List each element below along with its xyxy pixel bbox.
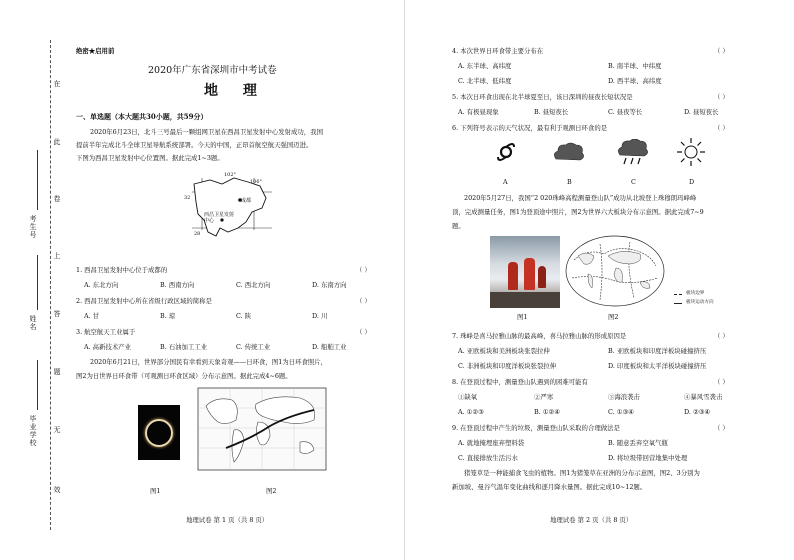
question-stem: 7. 珠峰是喜马拉雅山脉的最高峰，喜马拉雅山脉的形成原因是 xyxy=(452,332,627,340)
option: ④暴风雪袭击 xyxy=(684,393,723,401)
page-title: 2020年广东省深圳市中考试卷 xyxy=(148,65,277,76)
intro-line: 猪笼草是一种能捕食飞虫的植物。图1为猪笼草在亚洲的分布示意图，图2、3分别为 xyxy=(464,469,700,477)
option: C. 直接排放生活污水 xyxy=(458,454,518,462)
question-stem: 9. 在登顶过程中产生的垃圾，测量登山队采取的合理做法是 xyxy=(452,424,620,432)
option: C. 非洲板块和印度洋板块张裂拉伸 xyxy=(458,362,557,370)
map-lon-label: 102° xyxy=(224,172,237,178)
binding-char: 无 xyxy=(53,426,61,434)
option: A. 东半球、高纬度 xyxy=(458,62,512,70)
climber-figure xyxy=(508,262,518,290)
option: ③海浪袭击 xyxy=(608,393,640,401)
option: B. ①②④ xyxy=(534,408,560,416)
intro-line: 下图为西昌卫星发射中心位置图。据此完成1~3题。 xyxy=(76,154,224,162)
intro-line: 图2为日世界日环食带（可观测日环食区域）分布示意图。据此完成4~6题。 xyxy=(76,372,292,380)
label-school: 毕业学校 xyxy=(29,415,37,447)
option: B. 琼 xyxy=(160,312,176,320)
icon-label: C xyxy=(631,178,636,186)
intro-line: 2020年6月21日，世界部分国民有幸看到天象奇观——日环食，图1为日环食照片， xyxy=(90,358,328,366)
binding-char: 答 xyxy=(53,310,61,318)
rock-foreground xyxy=(490,292,560,308)
option: B. 昼短夜长 xyxy=(534,108,569,116)
intro-line: 新加坡、曼谷气温年变化曲线和逐月降水量图。据此完成10~12题。 xyxy=(452,483,647,491)
figure-caption: 图2 xyxy=(266,487,277,495)
intro-line: 2020年6月23日，北斗三号最后一颗组网卫星在西昌卫星发射中心发射成功，我国 xyxy=(90,128,323,136)
option: A. 就地掩埋座弃塑料袋 xyxy=(458,439,525,447)
plate-boundary-map xyxy=(564,234,666,308)
option: C. 西北方向 xyxy=(236,281,271,289)
legend-arrow-swatch xyxy=(674,303,682,304)
question-stem: 2. 西昌卫星发射中心所在省级行政区域的简称是 xyxy=(76,297,212,305)
sunny-icon xyxy=(676,137,706,167)
option: A. 亚欧板块和美洲板块张裂拉伸 xyxy=(458,347,550,355)
option: D. 将垃圾带回营地集中处理 xyxy=(608,454,688,462)
rain-cloud-icon xyxy=(616,139,650,167)
option: ①缺氧 xyxy=(458,393,478,401)
page-footer: 地理试卷 第 2 页（共 8 页） xyxy=(550,516,633,524)
option: D. 西半球、高纬度 xyxy=(608,77,662,85)
field-line xyxy=(37,255,38,310)
eclipse-ring xyxy=(145,419,173,447)
annular-eclipse-path-map xyxy=(196,386,330,474)
option: B. 亚欧板块和印度洋板块碰撞挤压 xyxy=(608,347,707,355)
answer-paren: （ ） xyxy=(356,297,371,305)
legend-boundary-swatch xyxy=(674,294,682,295)
option: A. 高新技术产业 xyxy=(84,343,132,351)
map-lat-label: 32 xyxy=(184,195,191,201)
figure-caption: 图2 xyxy=(608,313,619,321)
answer-paren: （ ） xyxy=(356,266,371,274)
eclipse-photo xyxy=(138,405,180,460)
page-divider xyxy=(404,0,405,560)
option: B. 石油加工工业 xyxy=(160,343,208,351)
answer-paren: （ ） xyxy=(714,378,729,386)
page-footer: 地理试卷 第 1 页（共 8 页） xyxy=(186,516,269,524)
intro-line: 提前半年完成北斗全球卫星导航系统部署。今天的中国，正昂首航空航天强国迈进。 xyxy=(76,141,313,149)
answer-paren: （ ） xyxy=(714,47,729,55)
option: C. ①③④ xyxy=(608,408,634,416)
answer-paren: （ ） xyxy=(714,424,729,432)
field-line xyxy=(37,150,38,210)
binding-char: 效 xyxy=(53,486,61,494)
option: C. 传统工业 xyxy=(236,343,271,351)
legend-label: 板块边界 xyxy=(686,291,705,296)
figure-caption: 图1 xyxy=(517,313,528,321)
option: D. 印度板块和太平洋板块碰撞挤压 xyxy=(608,362,707,370)
answer-paren: （ ） xyxy=(356,328,371,336)
option: A. 东北方向 xyxy=(84,281,119,289)
question-stem: 6. 下列符号表示的天气状况，最有利于观测日环食的是 xyxy=(452,124,608,132)
question-stem: 8. 在登顶过程中，测量登山队遇到的困难可能有 xyxy=(452,378,588,386)
intro-line: 顶，完成测量任务，图1为登顶途中照片，图2为世界六大板块分布示意图。据此完成7~9 xyxy=(452,208,704,216)
option: C. 昼夜等长 xyxy=(608,108,643,116)
climber-figure xyxy=(524,258,535,290)
option: A. 甘 xyxy=(84,312,100,320)
option: C. 陕 xyxy=(236,312,252,320)
section-heading: 一、单选题（本大题共30小题，共59分） xyxy=(76,112,208,121)
map-lon-label: 106° xyxy=(250,179,263,185)
answer-paren: （ ） xyxy=(714,332,729,340)
map-city-label: 成都 xyxy=(241,198,252,204)
option: D. 川 xyxy=(312,312,328,320)
binding-char: 在 xyxy=(53,80,61,88)
binding-char: 上 xyxy=(53,252,61,260)
question-stem: 3. 航空航天工业属于 xyxy=(76,328,136,336)
binding-line xyxy=(50,40,51,530)
answer-paren: （ ） xyxy=(714,93,729,101)
overcast-cloud-icon xyxy=(552,141,586,163)
icon-label: B xyxy=(567,178,572,186)
label-name: 姓名 xyxy=(29,315,37,331)
binding-char: 此 xyxy=(53,138,61,146)
figure-caption: 图1 xyxy=(150,487,161,495)
intro-line: 2020年5月27日，我国“2 020珠峰高程测量登山队”成功从北坡登上珠穆朗玛峰峰 xyxy=(464,194,697,202)
binding-char: 题 xyxy=(53,368,61,376)
question-stem: 5. 本次日环食出现在北半球夏至日，该日深圳的昼夜长短状况是 xyxy=(452,93,633,101)
question-stem: 1. 西昌卫星发射中心位于成都的 xyxy=(76,266,168,274)
typhoon-icon xyxy=(494,139,518,165)
binding-char: 卷 xyxy=(53,195,61,203)
climbers-photo xyxy=(490,236,560,308)
map-center-label: 西昌卫星发射中心 xyxy=(204,212,235,224)
option: A. ①②③ xyxy=(458,408,484,416)
answer-paren: （ ） xyxy=(714,124,729,132)
option: ②严寒 xyxy=(534,393,554,401)
subject-title: 地 理 xyxy=(204,83,267,99)
question-stem: 4. 本次世界日环食带主要分布在 xyxy=(452,47,544,55)
secret-label: 绝密★启用前 xyxy=(76,47,115,55)
option: D. 昼短夜长 xyxy=(684,108,719,116)
climber-figure xyxy=(538,266,546,288)
intro-line: 题。 xyxy=(452,222,465,230)
option: D. 船舶工业 xyxy=(312,343,347,351)
icon-label: A xyxy=(503,178,508,186)
icon-label: D xyxy=(689,178,695,186)
map-lat-label: 28 xyxy=(194,231,201,237)
legend-label: 板块运动方向 xyxy=(686,300,714,305)
option: B. 西南方向 xyxy=(160,281,195,289)
option: D. ②③④ xyxy=(684,408,711,416)
option: A. 有极昼现象 xyxy=(458,108,499,116)
option: B. 南半球、中纬度 xyxy=(608,62,662,70)
field-line xyxy=(37,360,38,410)
option: B. 随意丢弃空氧气瓶 xyxy=(608,439,668,447)
option: D. 东南方向 xyxy=(312,281,347,289)
option: C. 北半球、低纬度 xyxy=(458,77,512,85)
label-exam-id: 考生号 xyxy=(29,215,37,239)
